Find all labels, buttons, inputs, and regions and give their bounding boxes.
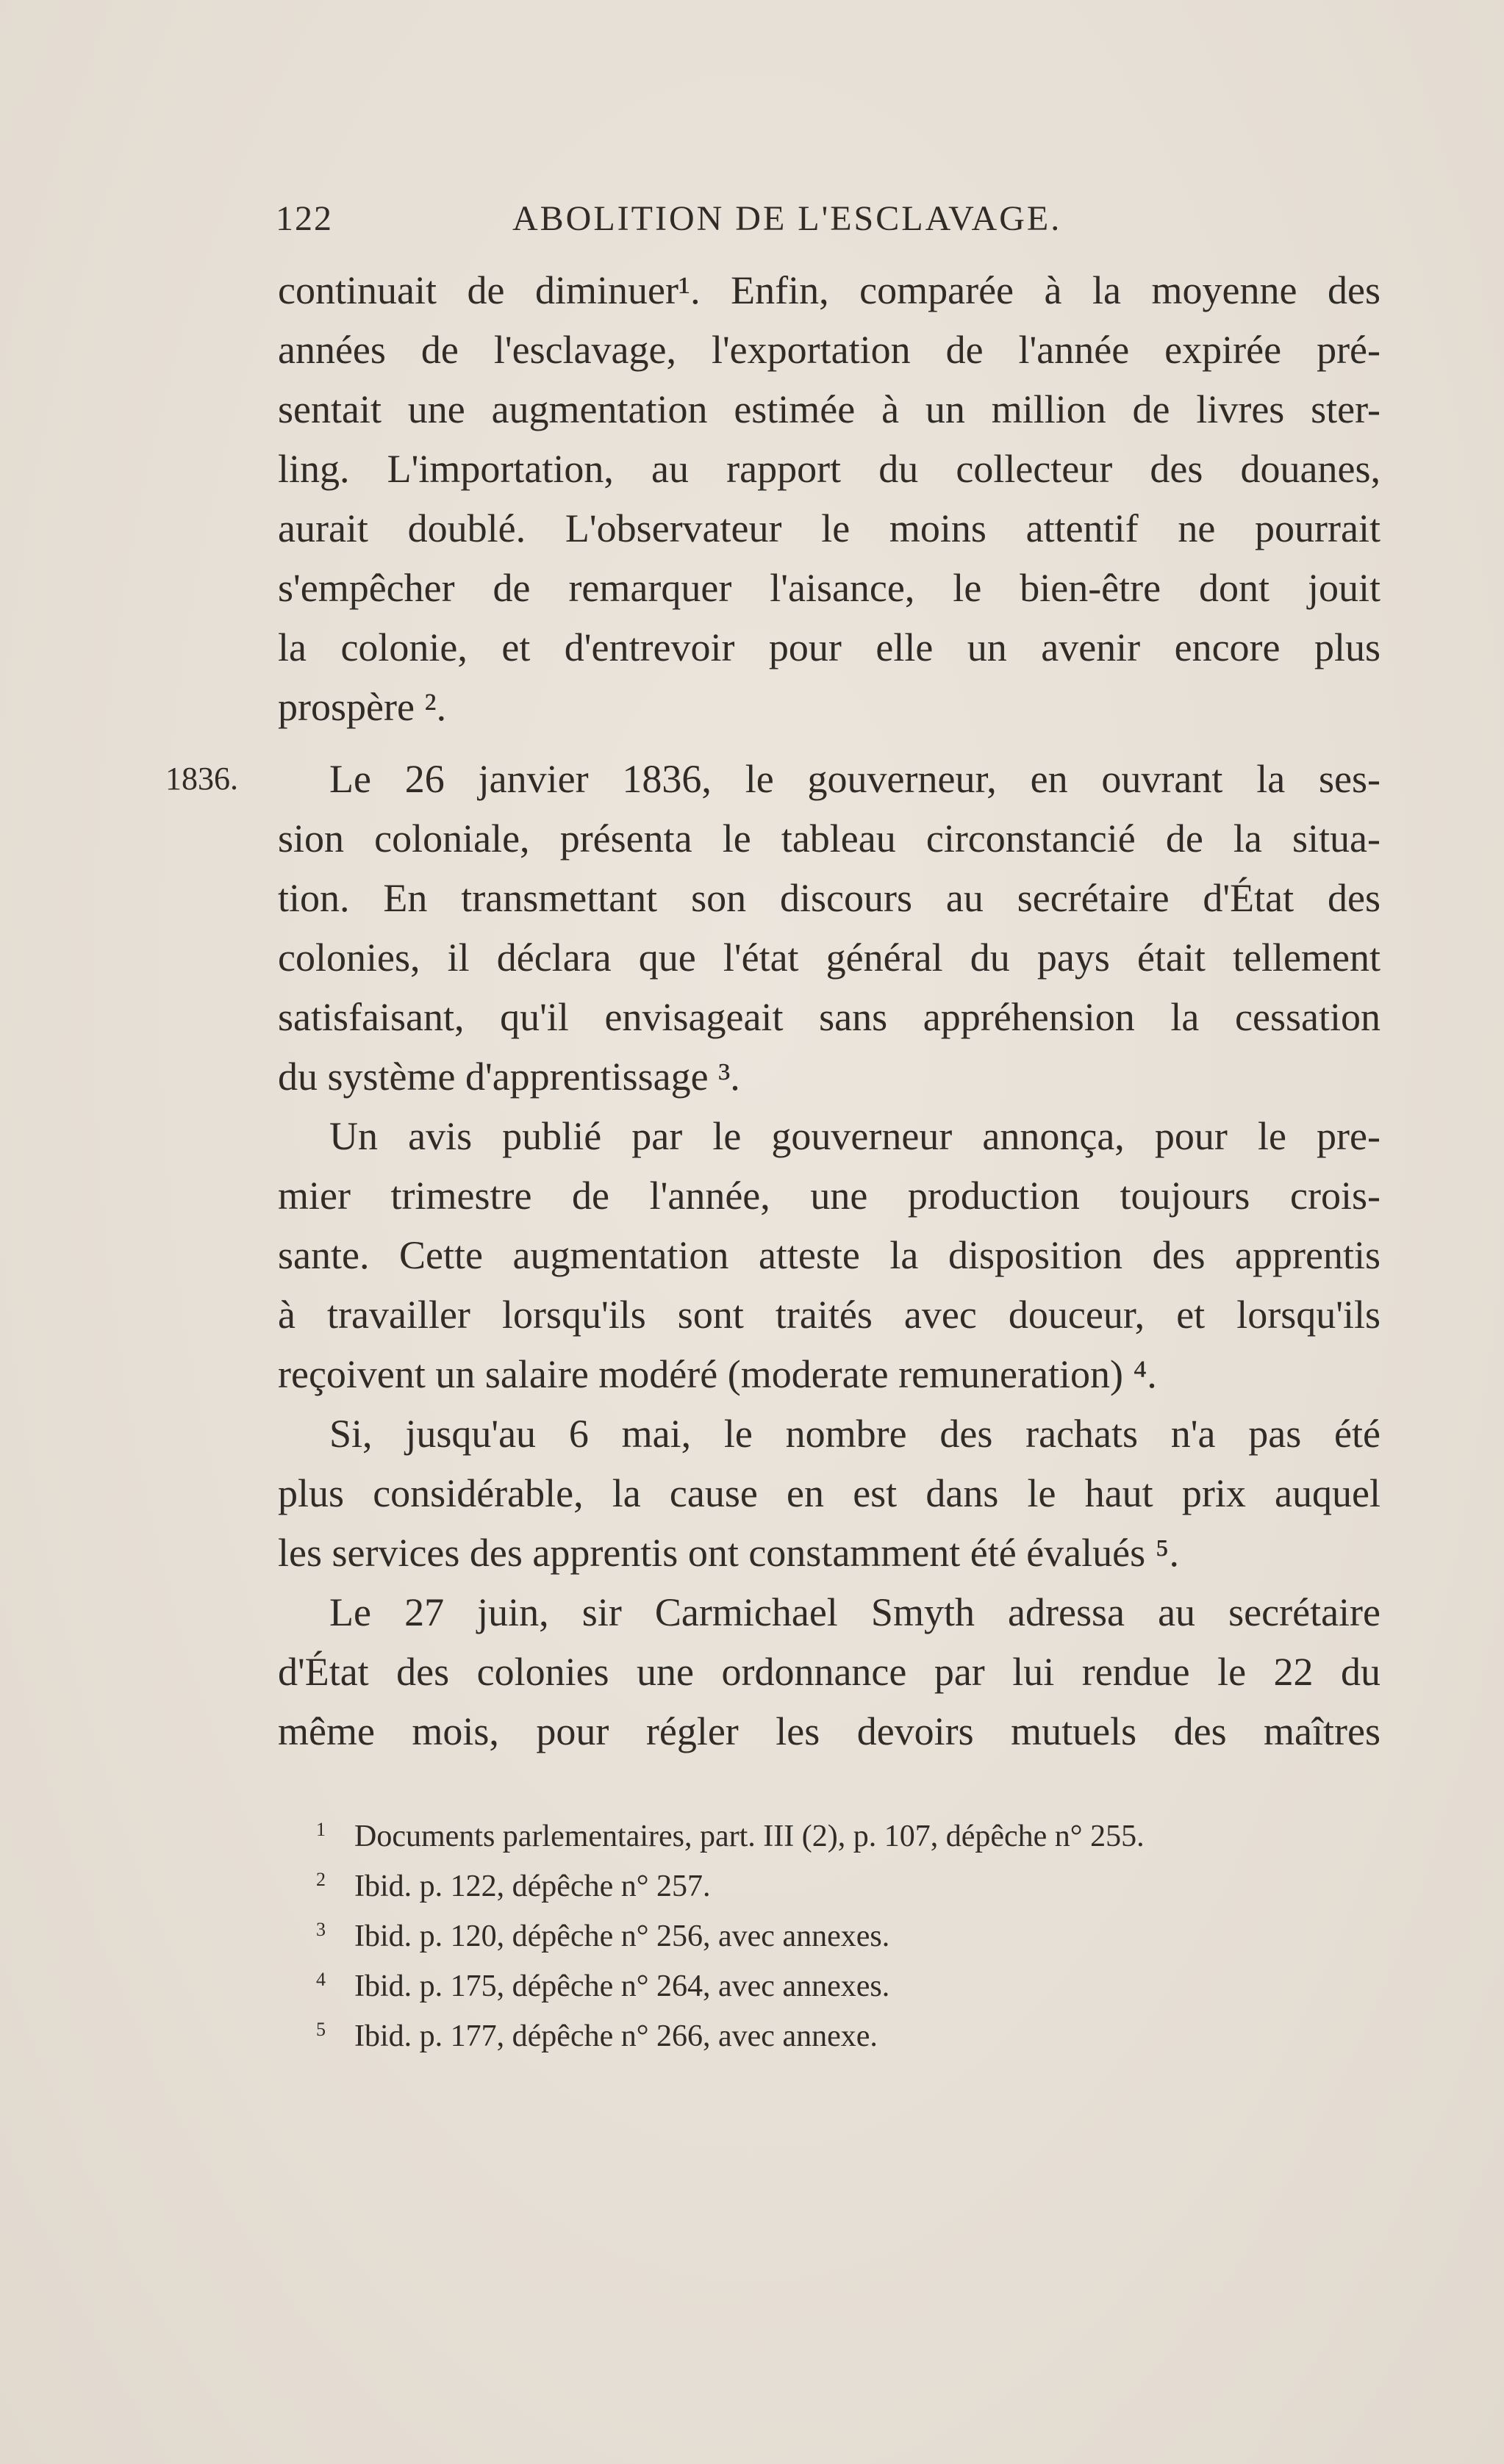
page-header (276, 198, 1305, 243)
text-line: sentait une augmentation estimée à un million de livres ster- (278, 387, 1381, 431)
text-line: s'empêcher de remarquer l'aisance, le bien-être dont jouit (278, 566, 1381, 610)
text-line: années de l'esclavage, l'exportation de l'année expirée pré- (278, 328, 1381, 372)
text-line: Un avis publié par le gouverneur annonça, pour le pre- (329, 1114, 1381, 1158)
text-line: aurait doublé. L'observateur le moins attentif ne pourrait (278, 506, 1381, 550)
text-line: ling. L'importation, au rapport du collecteur des douanes, (278, 447, 1381, 491)
footnote (316, 1859, 711, 1903)
margin-year-note: 1836. (165, 761, 238, 797)
footnote-text: Ibid. p. 122, dépêche n° 257. (354, 1869, 711, 1903)
footnote (316, 1809, 1145, 1853)
page-number: 122 (276, 199, 333, 238)
footnote-text: Ibid. p. 175, dépêche n° 264, avec annexes. (354, 1969, 890, 2003)
text-line: les services des apprentis ont constamment été évalués ⁵. (278, 1531, 1179, 1575)
text-line: Si, jusqu'au 6 mai, le nombre des rachats n'a pas été (329, 1412, 1381, 1456)
text-line: d'État des colonies une ordonnance par lui rendue le 22 du (278, 1650, 1381, 1694)
footnote-number: 2 (316, 1869, 326, 1890)
footnote-number: 5 (316, 2019, 326, 2040)
text-line: mier trimestre de l'année, une production toujours crois- (278, 1174, 1381, 1218)
footnote-number: 3 (316, 1919, 326, 1940)
text-line: tion. En transmettant son discours au secrétaire d'État des (278, 876, 1381, 920)
text-line: à travailler lorsqu'ils sont traités avec douceur, et lorsqu'ils (278, 1293, 1381, 1337)
text-line: la colonie, et d'entrevoir pour elle un avenir encore plus (278, 625, 1381, 669)
text-line: du système d'apprentissage ³. (278, 1055, 740, 1099)
footnote (316, 1959, 890, 2003)
text-line: plus considérable, la cause en est dans le haut prix auquel (278, 1471, 1381, 1515)
text-line: colonies, il déclara que l'état général du pays était tellement (278, 935, 1381, 980)
text-line: continuait de diminuer¹. Enfin, comparée à la moyenne des (278, 268, 1381, 312)
footnote-text: Ibid. p. 177, dépêche n° 266, avec annexe. (354, 2019, 878, 2053)
footnote-text: Ibid. p. 120, dépêche n° 256, avec annexes. (354, 1919, 890, 1953)
running-title: ABOLITION DE L'ESCLAVAGE. (512, 199, 1062, 238)
text-line: sante. Cette augmentation atteste la disposition des apprentis (278, 1233, 1381, 1277)
text-line: prospère ². (278, 685, 447, 729)
footnote-number: 4 (316, 1969, 326, 1990)
text-line: reçoivent un salaire modéré (moderate remuneration) ⁴. (278, 1352, 1157, 1396)
text-line: sion coloniale, présenta le tableau circonstancié de la situa- (278, 816, 1381, 861)
text-line: Le 26 janvier 1836, le gouverneur, en ouvrant la ses- (329, 757, 1381, 801)
footnote (316, 1909, 890, 1953)
text-line: Le 27 juin, sir Carmichael Smyth adressa au secrétaire (329, 1590, 1381, 1634)
text-line: même mois, pour régler les devoirs mutuels des maîtres (278, 1709, 1381, 1753)
footnote (316, 2009, 878, 2053)
footnote-number: 1 (316, 1819, 326, 1840)
text-line: satisfaisant, qu'il envisageait sans appréhension la cessation (278, 995, 1381, 1039)
footnote-text: Documents parlementaires, part. III (2), p. 107, dépêche n° 255. (354, 1820, 1145, 1853)
